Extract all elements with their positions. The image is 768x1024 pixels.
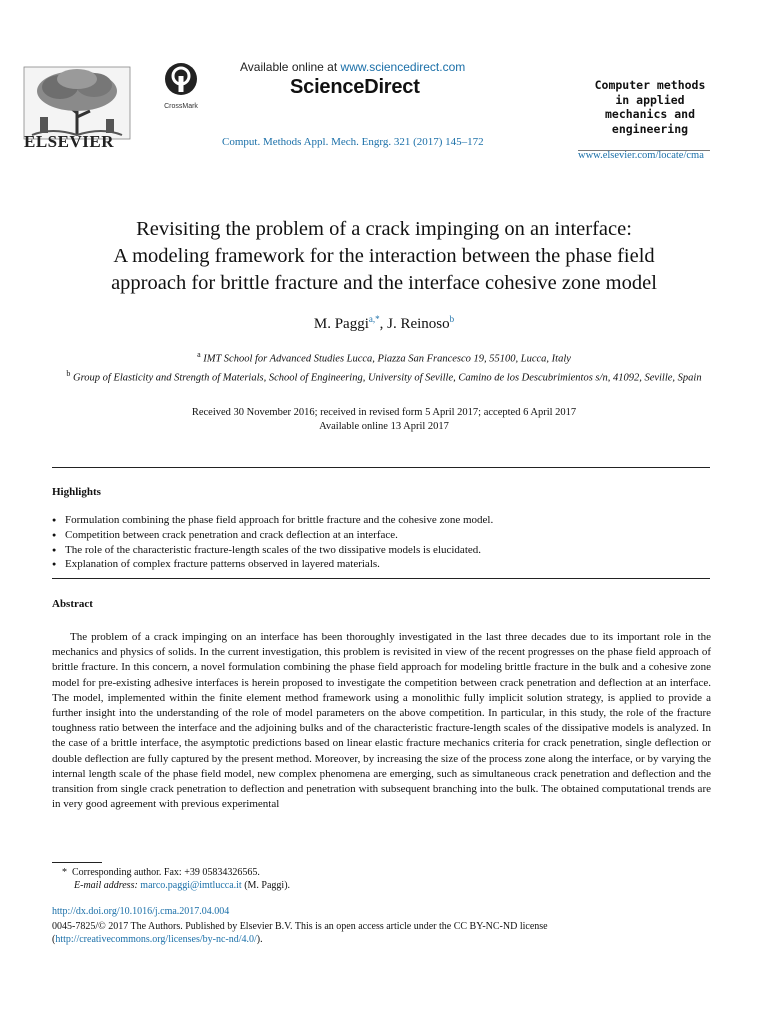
copyright-notice: 0045-7825/© 2017 The Authors. Published by Elsevier B.V. This is an open access article under the CC BY-NC-ND license (http://creativecommons.org/licenses/by-nc-nd/4.0/). [52, 921, 548, 945]
author-superscript[interactable]: a,* [368, 314, 380, 324]
journal-reference[interactable]: Comput. Methods Appl. Mech. Engrg. 321 (2017) 145–172 [222, 136, 484, 148]
footnote-symbol: * [62, 867, 67, 878]
title-line: Revisiting the problem of a crack impinging on an interface: [136, 218, 632, 240]
highlights-heading: Highlights [52, 486, 101, 498]
sciencedirect-link[interactable]: www.sciencedirect.com [340, 60, 466, 74]
affiliation [60, 348, 708, 367]
publisher-name: ELSEVIER [24, 132, 114, 151]
available-prefix: Available online at [240, 60, 341, 74]
title-line: approach for brittle fracture and the interface cohesive zone model [111, 272, 657, 294]
author-name[interactable]: J. Reinoso [387, 316, 450, 332]
doi-link[interactable]: http://dx.doi.org/10.1016/j.cma.2017.04.004 [52, 906, 230, 917]
highlights-list [52, 513, 712, 572]
abstract-heading: Abstract [52, 598, 93, 610]
highlight-item: ● The role of the characteristic fracture-length scales of the two dissipative models is elucidated. [52, 543, 712, 558]
sciencedirect-brand: ScienceDirect [290, 76, 420, 98]
highlight-item: ● Explanation of complex fracture patterns observed in layered materials. [52, 557, 712, 572]
author-list: M. Paggi$^{a,*}$, J. Reinoso$^b$ [313, 314, 455, 332]
journal-url-link[interactable]: www.elsevier.com/locate/cma [578, 150, 704, 161]
email-link[interactable]: marco.paggi@imtlucca.it [140, 880, 242, 891]
author-superscript[interactable]: b [449, 314, 455, 324]
journal-name-line: mechanics and [604, 107, 695, 121]
online-date: Available online 13 April 2017 [319, 421, 449, 432]
available-online [240, 60, 465, 74]
journal-name [580, 78, 720, 136]
author-name[interactable]: M. Paggi [313, 316, 369, 332]
abstract-body: The problem of a crack impinging on an interface has been thoroughly investigated in the last three decades due to its important role in the mechanics and physics of solids. In the current investigation, this problem is revisited in view of the recent progresses on the phase field approach of brittle fracture. In this concern, a novel formulation combining the phase field approach for modeling brittle fracture in the bulk and a cohesive zone model for pre-existing adhesive interfaces is herein proposed to investigate the competition between crack penetration and deflection at an interface. The model, implemented within the finite element method framework using a monolithic fully implicit solution strategy, is applied to provide a further insight into the understanding of the role of model parameters on the above competition. In particular, in this study, the role of the fracture toughness ratio between the interface and the adjoining bulks and of the characteristic fracture-length scales of the dissipative models is analyzed. In the case of a brittle interface, the asymptotic predictions based on linear elastic fracture mechanics criteria for crack penetration, single deflection or double deflection are fully captured by the present method. Moreover, by increasing the size of the process zone along the interface, or by varying the internal length scale of the phase field model, new complex phenomena are emerging, such as simultaneous crack penetration and deflection and the transition from single crack penetration to deflection and penetration with subsequent branching into the bulk. The obtained computational trends are in very good agreement with previous experimental [52, 631, 712, 811]
email-label: E-mail address: [74, 880, 138, 891]
journal-name-line: engineering [611, 121, 689, 136]
affiliation-text: IMT School for Advanced Studies Lucca, Piazza San Francesco 19, 55100, Lucca, Italy [203, 353, 571, 365]
section-rule [52, 578, 710, 579]
license-close: ). [256, 934, 263, 945]
footnote [62, 866, 290, 892]
corresponding-author: Corresponding author. Fax: +39 05834326565. [72, 867, 260, 878]
crossmark-badge[interactable] [156, 62, 206, 110]
footnote-rule [52, 862, 102, 863]
affiliation-text: Group of Elasticity and Strength of Materials, School of Engineering, University of Seville, Camino de los Descubrimientos s/n, 41092, Seville, Spain [73, 372, 702, 383]
email-owner: (M. Paggi). [244, 880, 291, 891]
crossmark-icon [164, 62, 198, 96]
title-line: A modeling framework for the interaction between the phase field [113, 245, 655, 267]
affiliation [60, 367, 708, 386]
crossmark-label: CrossMark [164, 103, 198, 110]
section-rule [52, 467, 710, 468]
affiliations [60, 348, 708, 385]
journal-name-line: Computer methods [594, 78, 706, 92]
article-title [30, 216, 738, 297]
copyright-text: 0045-7825/© 2017 The Authors. Published by Elsevier B.V. This is an open access article under the CC BY-NC-ND license [52, 921, 548, 932]
license-link[interactable]: http://creativecommons.org/licenses/by-nc-nd/4.0/ [55, 934, 257, 945]
journal-name-line: in applied [615, 92, 685, 107]
affiliation-marker: a [197, 350, 201, 359]
received-dates: Received 30 November 2016; received in revised form 5 April 2017; accepted 6 April 2017 [191, 407, 577, 418]
article-dates [0, 406, 768, 434]
highlight-item: ● Competition between crack penetration and crack deflection at an interface. [52, 528, 712, 543]
highlight-item: ● Formulation combining the phase field approach for brittle fracture and the cohesive zone model. [52, 513, 712, 528]
affiliation-marker: b [66, 368, 71, 378]
header-rule [578, 150, 710, 151]
